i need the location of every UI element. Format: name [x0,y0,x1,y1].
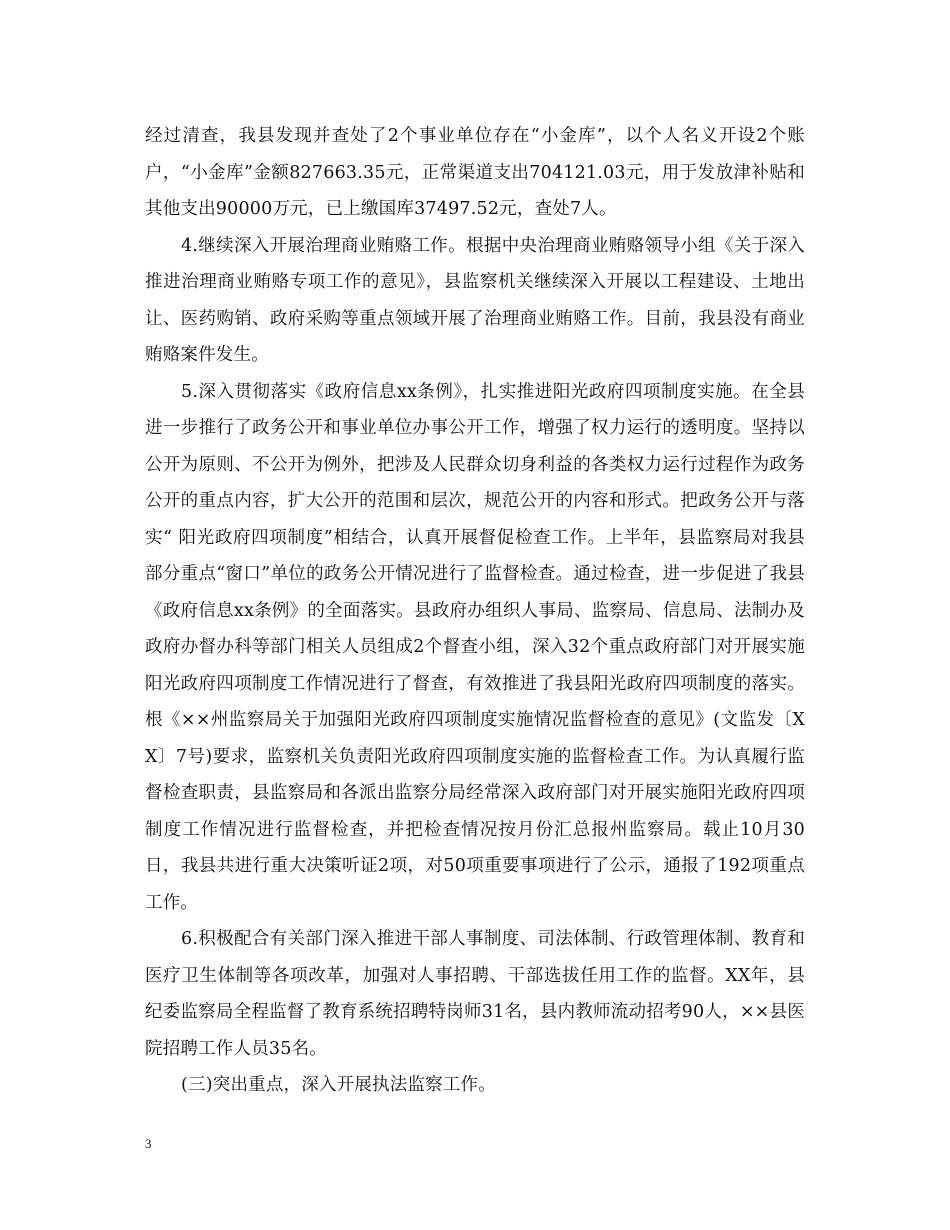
paragraph-5: (三)突出重点，深入开展执法监察工作。 [181,1075,496,1095]
paragraph-1: 经过清查，我县发现并查处了2个事业单位存在“小金库”，以个人名义开设2个账户，“小金库”金额827663.35元，正常渠道支出704121.03元，用于发放津补贴和其他支出90000万元，已上缴国库37497.52元，查处7人。 [145,126,805,219]
paragraph-3: 5.深入贯彻落实《政府信息xx条例》，扎实推进阳光政府四项制度实施。在全县进一步推行了政务公开和事业单位办事公开工作，增强了权力运行的透明度。坚持以公开为原则、不公开为例外，把涉及人民群众切身利益的各类权力运行过程作为政务公开的重点内容，扩大公开的范围和层次，规范公开的内容和形式。把政务公开与落实“ 阳光政府四项制度”相结合，认真开展督促检查工作。上半年，县监察局对我县部分重点“窗口”单位的政务公开情况进行了监督检查。通过检查，进一步促进了我县《政府信息xx条例》的全面落实。县政府办组织人事局、监察局、信息局、法制办及政府办督办科等部门相关人员组成2个督查小组，深入32个重点政府部门对开展实施阳光政府四项制度工作情况进行了督查，有效推进了我县阳光政府四项制度的落实。根《××州监察局关于加强阳光政府四项制度实施情况监督检查的意见》(文监发〔XX〕7号)要求，监察机关负责阳光政府四项制度实施的监督检查工作。为认真履行监督检查职责，县监察局和各派出监察分局经常深入政府部门对开展实施阳光政府四项制度工作情况进行监督检查，并把检查情况按月份汇总报州监察局。载止10月30日，我县共进行重大决策听证2项，对50项重要事项进行了公示，通报了192项重点工作。 [145,381,805,913]
page-number: 3 [145,1136,152,1151]
paragraph-2: 4.继续深入开展治理商业贿赂工作。根据中央治理商业贿赂领导小组《关于深入推进治理商业贿赂专项工作的意见》，县监察机关继续深入开展以工程建设、土地出让、医药购销、政府采购等重点领域开展了治理商业贿赂工作。目前，我县没有商业贿赂案件发生。 [145,235,805,365]
document-body [145,118,805,1104]
paragraph-4: 6.积极配合有关部门深入推进干部人事制度、司法体制、行政管理体制、教育和医疗卫生体制等各项改革，加强对人事招聘、干部选拔任用工作的监督。XX年，县纪委监察局全程监督了教育系统招聘特岗师31名，县内教师流动招考90人，××县医院招聘工作人员35名。 [145,929,805,1059]
